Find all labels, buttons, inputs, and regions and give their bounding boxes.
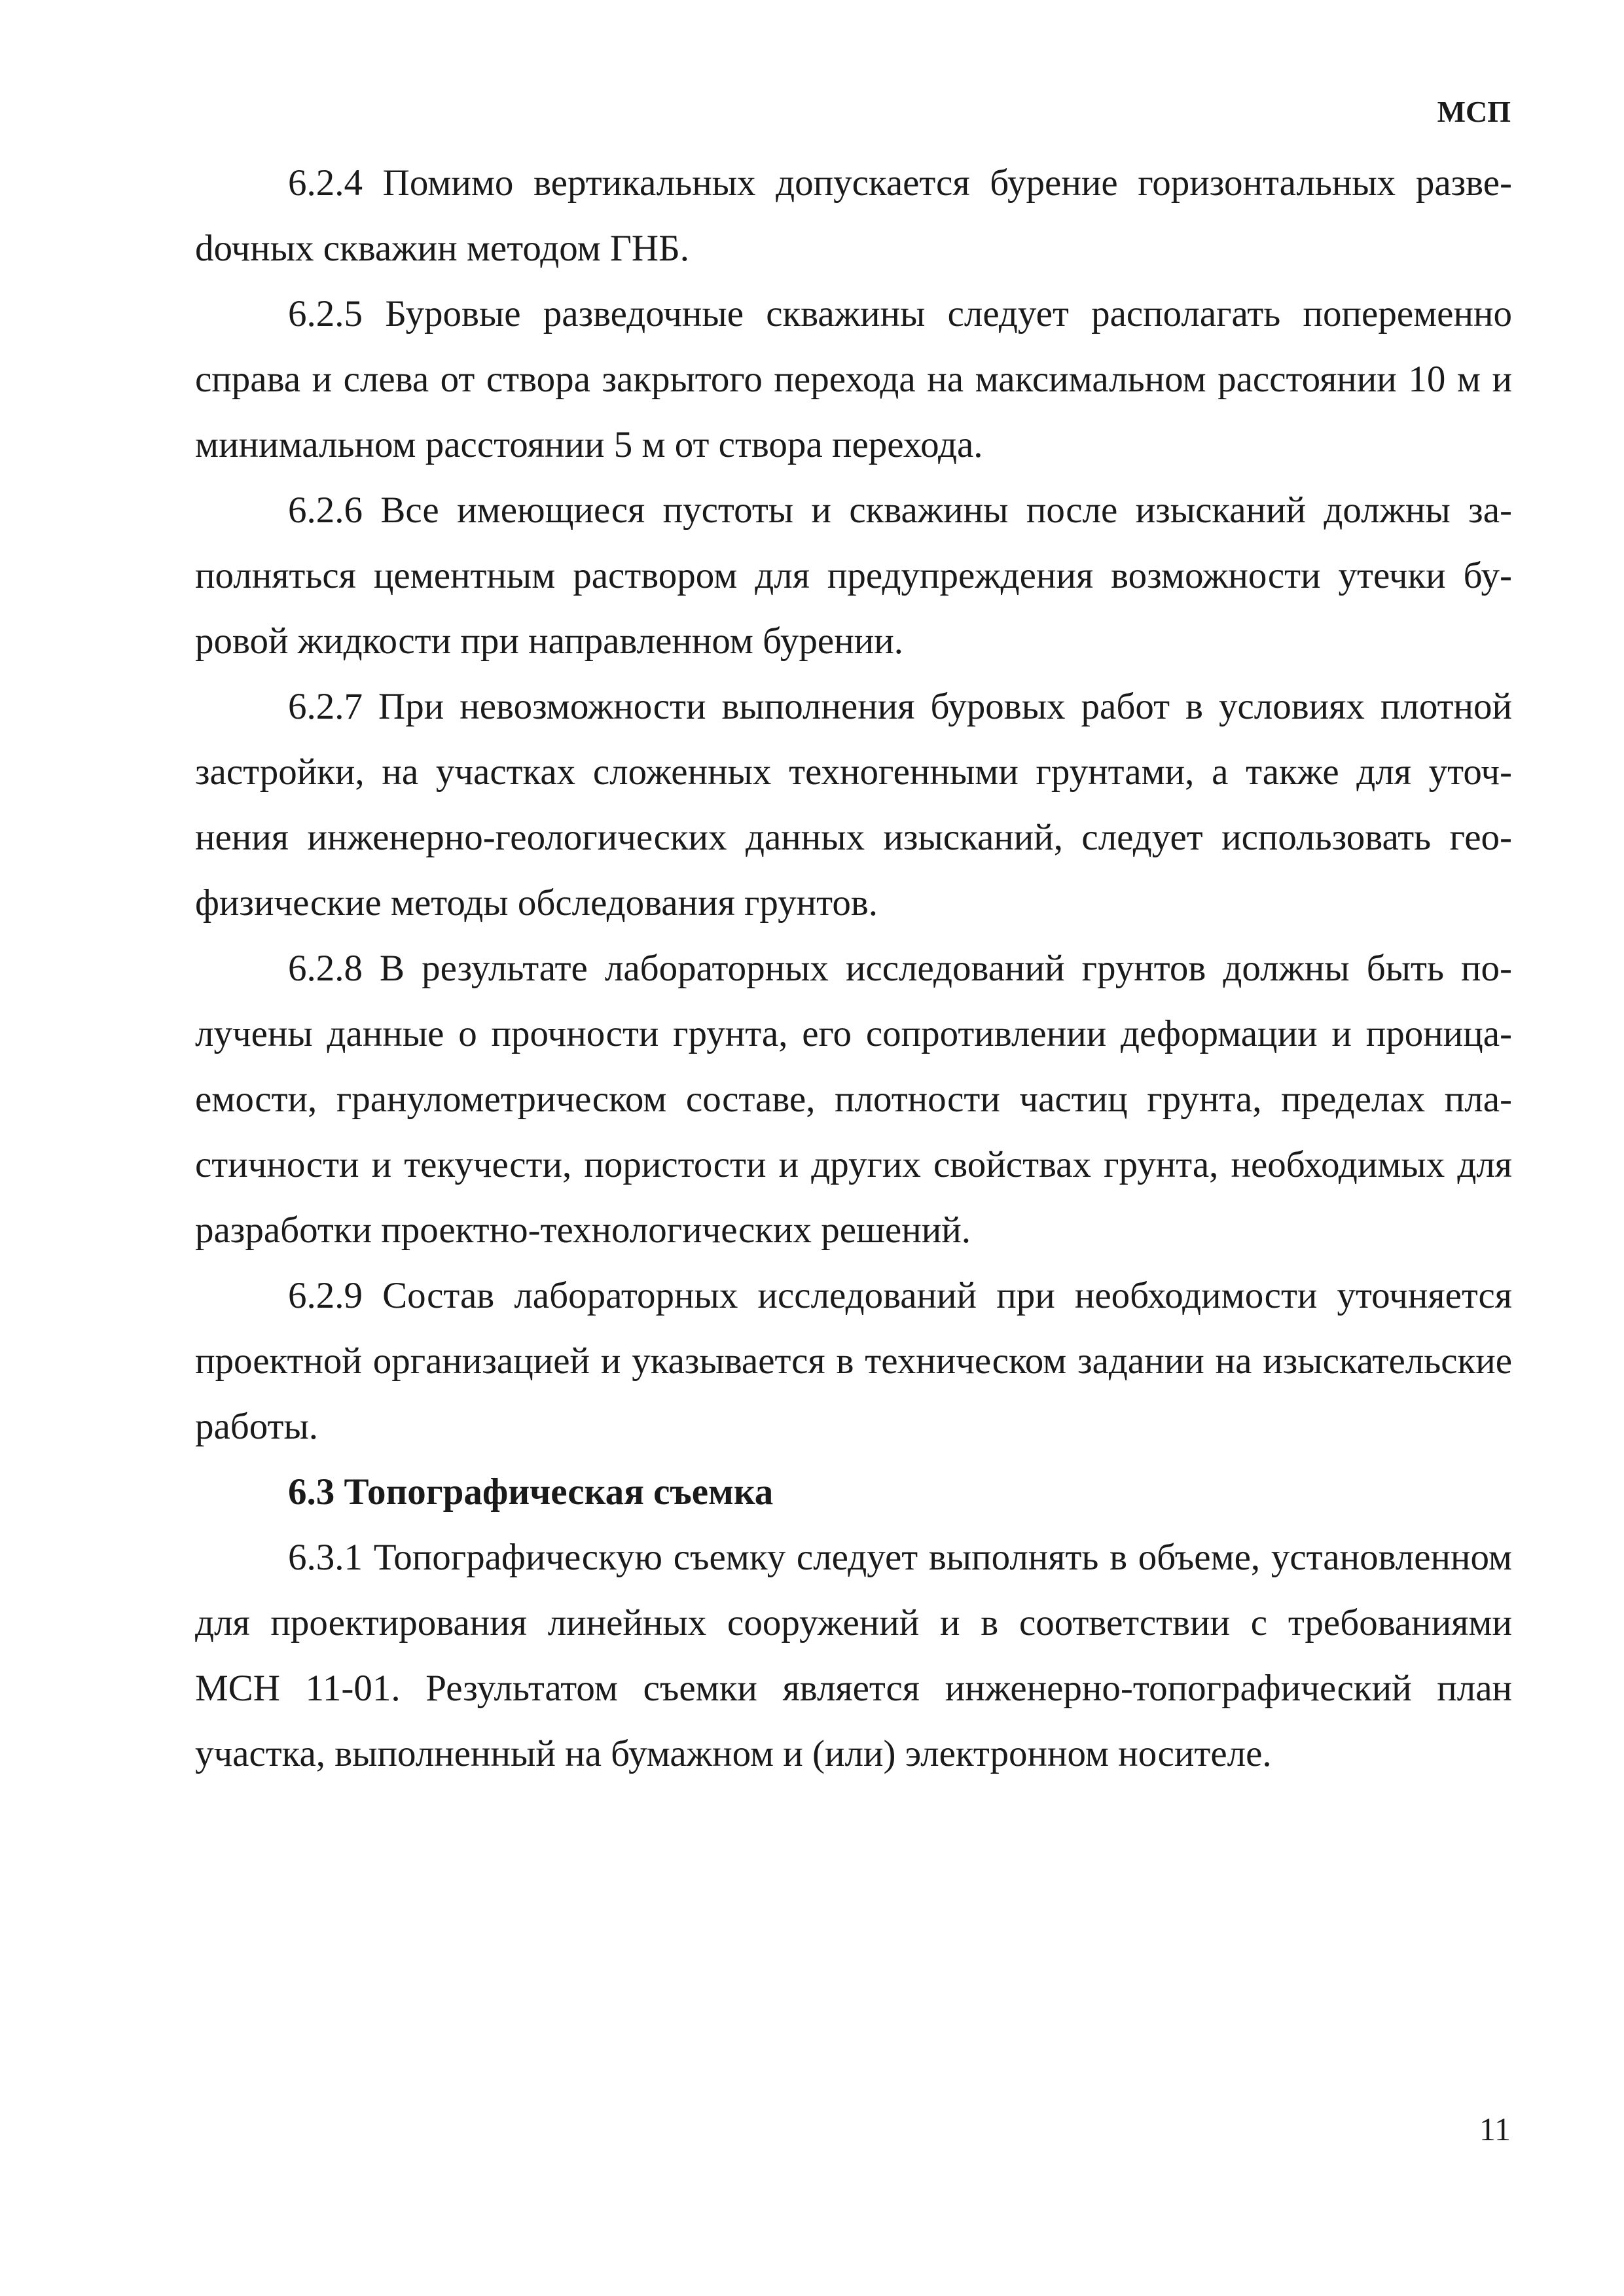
paragraph-6-2-5: 6.2.5 Буровые разведочные скважины следует располагать попеременно справа и слева от створа закрытого перехода на максимальном расстоянии 10 м и минимальном расстоянии 5 м от створа перехода. [195, 293, 1512, 465]
document-body [195, 151, 1512, 1787]
section-heading-6-3: 6.3 Топографическая съемка [288, 1471, 774, 1513]
paragraph-6-2-4: 6.2.4 Помимо вертикальных допускается бурение горизонтальных развеdочных скважин методом ГНБ. [195, 162, 1512, 269]
paragraph-6-3-1: 6.3.1 Топографическую съемку следует выполнять в объеме, установленном для проектирования линейных сооружений и в соответствии с требованиями МСН 11-01. Результатом съемки является инженерно-топографический план участка, выполненный на бумажном и (или) электронном носителе. [195, 1537, 1512, 1774]
paragraph-6-2-6: 6.2.6 Все имеющиеся пустоты и скважины после изысканий должны заполняться цементным раствором для предупреждения возможности утечки буровой жидкости при направленном бурении. [195, 490, 1512, 662]
document-code-header: МСП [1437, 95, 1511, 128]
page-number: 11 [1479, 2111, 1511, 2147]
paragraph-6-2-7: 6.2.7 При невозможности выполнения буровых работ в условиях плотной застройки, на участках сложенных техногенными грунтами, а также для уточнения инженерно-геологических данных изысканий, следует использовать геофизические методы обследования грунтов. [195, 686, 1512, 924]
paragraph-6-2-8: 6.2.8 В результате лабораторных исследований грунтов должны быть получены данные о прочности грунта, его сопротивлении деформации и проницаемости, гранулометрическом составе, плотности частиц грунта, пределах пластичности и текучести, пористости и других свойствах грунта, необходимых для разработки проектно-технологических решений. [195, 948, 1512, 1251]
paragraph-6-2-9: 6.2.9 Состав лабораторных исследований при необходимости уточняется проектной организацией и указывается в техническом задании на изыскательские работы. [195, 1275, 1512, 1447]
